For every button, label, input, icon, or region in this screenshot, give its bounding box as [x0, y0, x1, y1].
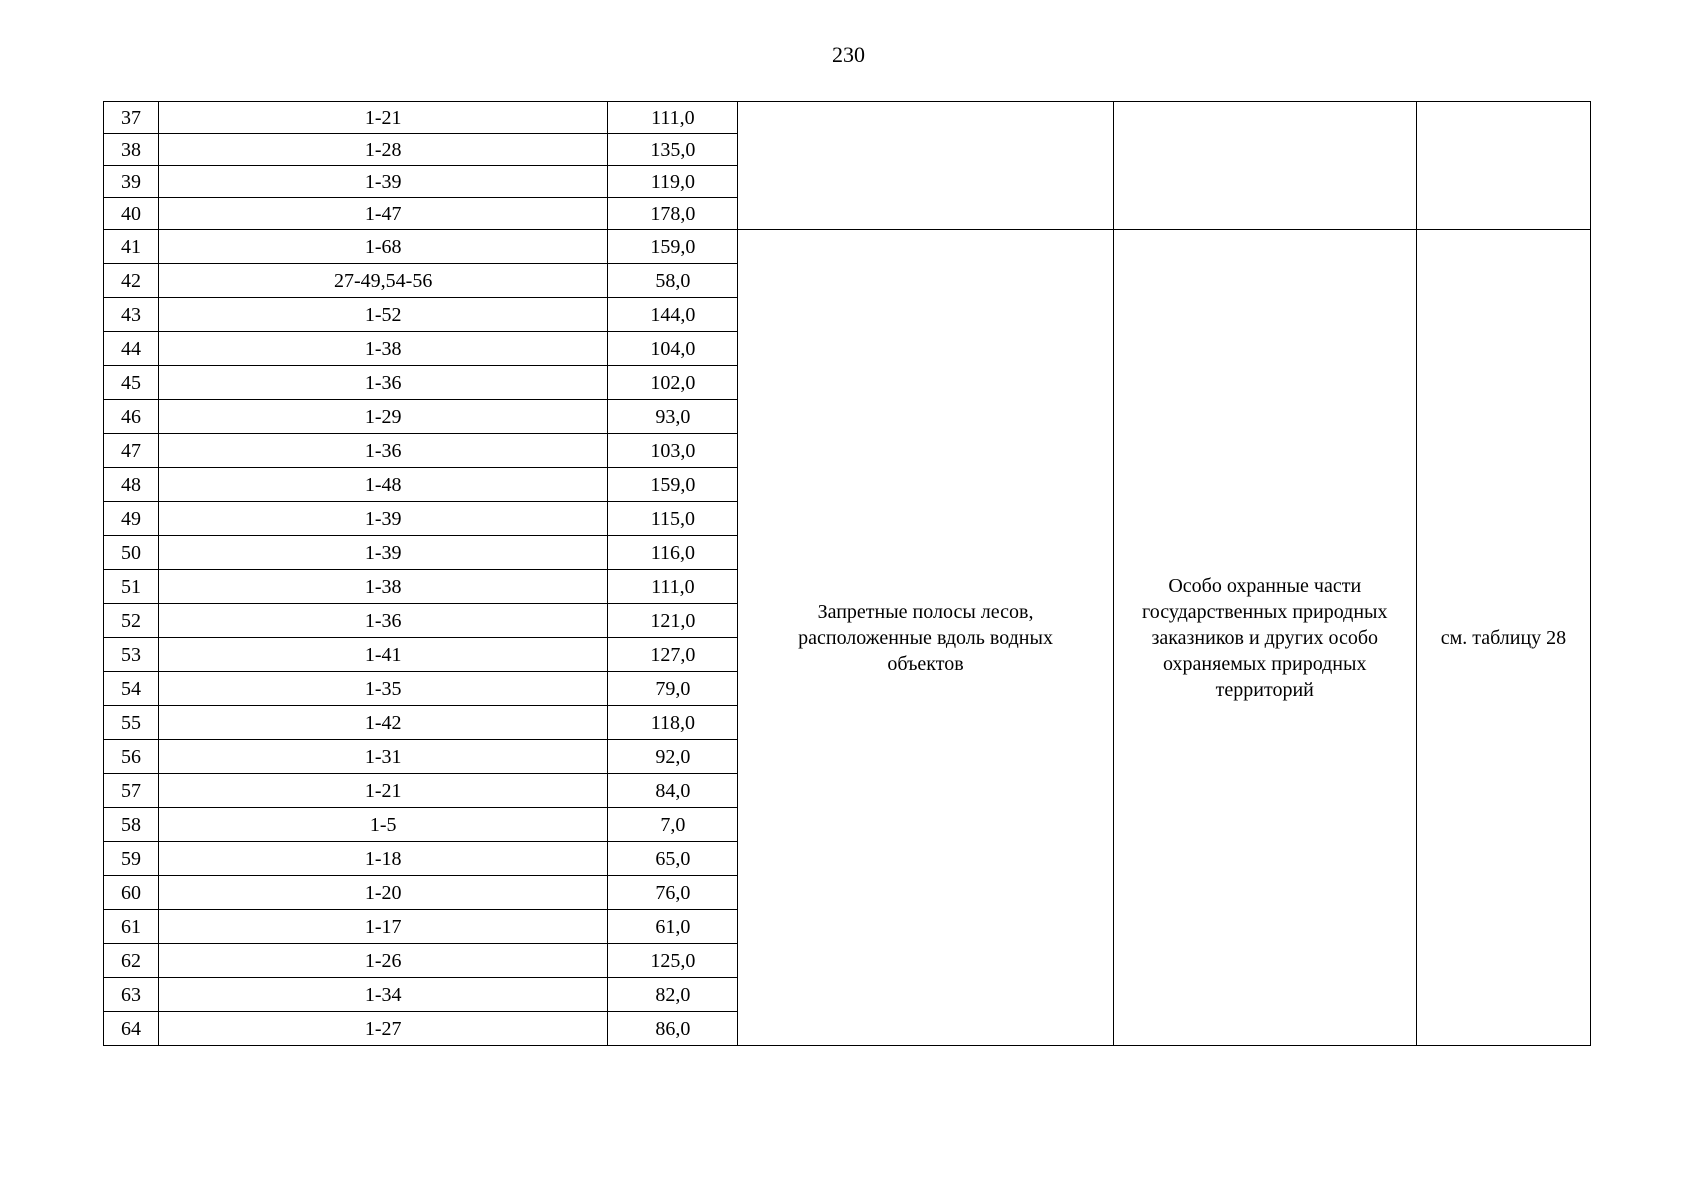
row-number-cell: 54	[104, 672, 159, 706]
area-cell: 58,0	[608, 264, 738, 298]
area-cell: 121,0	[608, 604, 738, 638]
row-number-cell: 39	[104, 166, 159, 198]
area-cell: 84,0	[608, 774, 738, 808]
reference-cell: см. таблицу 28	[1416, 230, 1590, 1046]
subcategory-text-line: Особо охранные части	[1168, 574, 1362, 597]
area-cell: 79,0	[608, 672, 738, 706]
quarters-cell: 1-34	[159, 978, 608, 1012]
row-number-cell: 61	[104, 910, 159, 944]
quarters-cell: 1-17	[159, 910, 608, 944]
area-cell: 86,0	[608, 1012, 738, 1046]
row-number-cell: 60	[104, 876, 159, 910]
row-number-cell: 38	[104, 134, 159, 166]
quarters-cell: 1-27	[159, 1012, 608, 1046]
quarters-cell: 1-68	[159, 230, 608, 264]
area-cell: 119,0	[608, 166, 738, 198]
quarters-cell: 1-35	[159, 672, 608, 706]
row-number-cell: 63	[104, 978, 159, 1012]
quarters-cell: 1-39	[159, 502, 608, 536]
area-cell: 125,0	[608, 944, 738, 978]
subcategory-text-line: охраняемых природных	[1163, 652, 1367, 675]
area-cell: 116,0	[608, 536, 738, 570]
quarters-cell: 1-21	[159, 102, 608, 134]
quarters-cell: 1-28	[159, 134, 608, 166]
quarters-cell: 27-49,54-56	[159, 264, 608, 298]
quarters-cell: 1-36	[159, 604, 608, 638]
quarters-cell: 1-48	[159, 468, 608, 502]
row-number-cell: 59	[104, 842, 159, 876]
quarters-cell: 1-36	[159, 434, 608, 468]
table-row	[104, 102, 1591, 134]
quarters-cell: 1-5	[159, 808, 608, 842]
row-number-cell: 53	[104, 638, 159, 672]
area-cell: 92,0	[608, 740, 738, 774]
row-number-cell: 57	[104, 774, 159, 808]
row-number-cell: 50	[104, 536, 159, 570]
row-number-cell: 44	[104, 332, 159, 366]
area-cell: 102,0	[608, 366, 738, 400]
category-text-line: объектов	[887, 652, 964, 675]
area-cell: 135,0	[608, 134, 738, 166]
area-cell: 93,0	[608, 400, 738, 434]
area-cell: 115,0	[608, 502, 738, 536]
subcategory-text-line: территорий	[1215, 678, 1314, 701]
quarters-cell: 1-39	[159, 536, 608, 570]
category-cell	[738, 230, 1113, 1046]
area-cell: 103,0	[608, 434, 738, 468]
subcategory-cell	[1113, 230, 1416, 1046]
forest-quarters-table	[103, 101, 1591, 1046]
area-cell: 76,0	[608, 876, 738, 910]
area-cell: 111,0	[608, 570, 738, 604]
area-cell: 104,0	[608, 332, 738, 366]
row-number-cell: 47	[104, 434, 159, 468]
quarters-cell: 1-38	[159, 332, 608, 366]
row-number-cell: 42	[104, 264, 159, 298]
page-number: 230	[832, 42, 865, 67]
row-number-cell: 41	[104, 230, 159, 264]
area-cell: 178,0	[608, 198, 738, 230]
category-cell-empty	[738, 102, 1113, 230]
quarters-cell: 1-36	[159, 366, 608, 400]
row-number-cell: 45	[104, 366, 159, 400]
row-number-cell: 62	[104, 944, 159, 978]
row-number-cell: 51	[104, 570, 159, 604]
quarters-cell: 1-47	[159, 198, 608, 230]
area-cell: 118,0	[608, 706, 738, 740]
area-cell: 144,0	[608, 298, 738, 332]
area-cell: 159,0	[608, 468, 738, 502]
quarters-cell: 1-29	[159, 400, 608, 434]
quarters-cell: 1-52	[159, 298, 608, 332]
table-body	[104, 102, 1591, 1046]
row-number-cell: 37	[104, 102, 159, 134]
quarters-cell: 1-39	[159, 166, 608, 198]
row-number-cell: 55	[104, 706, 159, 740]
quarters-cell: 1-38	[159, 570, 608, 604]
row-number-cell: 40	[104, 198, 159, 230]
row-number-cell: 43	[104, 298, 159, 332]
quarters-cell: 1-20	[159, 876, 608, 910]
quarters-cell: 1-26	[159, 944, 608, 978]
area-cell: 111,0	[608, 102, 738, 134]
quarters-cell: 1-42	[159, 706, 608, 740]
area-cell: 159,0	[608, 230, 738, 264]
area-cell: 82,0	[608, 978, 738, 1012]
quarters-cell: 1-41	[159, 638, 608, 672]
row-number-cell: 48	[104, 468, 159, 502]
category-text-line: расположенные вдоль водных	[798, 626, 1053, 649]
quarters-cell: 1-21	[159, 774, 608, 808]
row-number-cell: 46	[104, 400, 159, 434]
row-number-cell: 58	[104, 808, 159, 842]
quarters-cell: 1-18	[159, 842, 608, 876]
subcategory-text-line: государственных природных	[1142, 600, 1388, 623]
area-cell: 65,0	[608, 842, 738, 876]
category-text-line: Запретные полосы лесов,	[817, 600, 1034, 623]
row-number-cell: 52	[104, 604, 159, 638]
area-cell: 127,0	[608, 638, 738, 672]
area-cell: 7,0	[608, 808, 738, 842]
row-number-cell: 64	[104, 1012, 159, 1046]
row-number-cell: 49	[104, 502, 159, 536]
subcategory-text-line: заказников и других особо	[1151, 626, 1379, 649]
row-number-cell: 56	[104, 740, 159, 774]
reference-cell-empty	[1416, 102, 1590, 230]
quarters-cell: 1-31	[159, 740, 608, 774]
table-row	[104, 230, 1591, 264]
area-cell: 61,0	[608, 910, 738, 944]
subcategory-cell-empty	[1113, 102, 1416, 230]
